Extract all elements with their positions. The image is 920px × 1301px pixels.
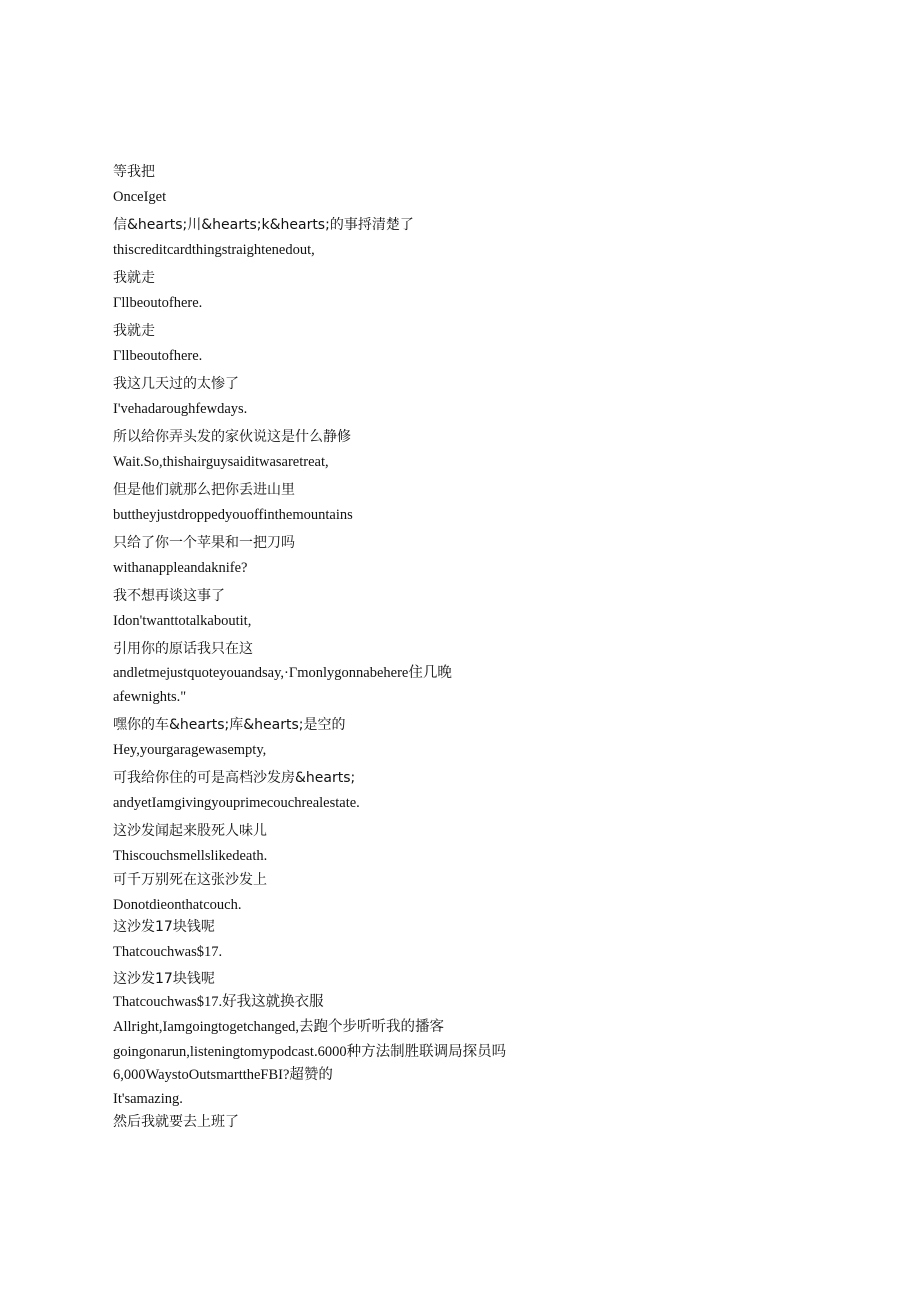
- subtitle-line: 我就走: [113, 270, 155, 286]
- subtitle-line: goingonarun,listeningtomypodcast.6000种方法制胜联调局探员吗: [113, 1044, 507, 1060]
- subtitle-line: 6,000WaystoOutsmarttheFBI?超赞的: [113, 1067, 333, 1083]
- subtitle-line: 所以给你弄头发的家伙说这是什么静修: [113, 429, 351, 445]
- subtitle-line: 我这几天过的太惨了: [113, 376, 239, 392]
- subtitle-line: 可千万别死在这张沙发上: [113, 872, 267, 888]
- subtitle-line: Wait.So,thishairguysaiditwasaretreat,: [113, 454, 329, 470]
- subtitle-line: Hey,yourgaragewasempty,: [113, 742, 267, 758]
- subtitle-line: Thatcouchwas$17.好我这就换衣服: [113, 994, 324, 1010]
- subtitle-line: 这沙发17块钱呢: [113, 919, 215, 935]
- subtitle-line: 然后我就要去上班了: [113, 1114, 239, 1130]
- subtitle-line: 可我给你住的可是高档沙发房&hearts;: [113, 770, 356, 786]
- subtitle-line: afewnights.": [113, 689, 187, 705]
- subtitle-line: 这沙发闻起来股死人味儿: [113, 823, 267, 839]
- subtitle-line: Allright,Iamgoingtogetchanged,去跑个步听听我的播客: [113, 1019, 445, 1035]
- subtitle-line: 引用你的原话我只在这: [113, 641, 253, 657]
- subtitle-line: Thatcouchwas$17.: [113, 944, 223, 960]
- subtitle-line: 这沙发17块钱呢: [113, 971, 215, 987]
- subtitle-line: 等我把: [113, 164, 155, 180]
- subtitle-line: Idon'twanttotalkaboutit,: [113, 613, 252, 629]
- subtitle-line: 信&hearts;川&hearts;k&hearts;的事捋清楚了: [113, 217, 414, 233]
- subtitle-line: 我就走: [113, 323, 155, 339]
- subtitle-line: 只给了你一个苹果和一把刀吗: [113, 535, 295, 551]
- subtitle-line: withanappleandaknife?: [113, 560, 248, 576]
- subtitle-line: I'vehadaroughfewdays.: [113, 401, 248, 417]
- subtitle-line: Γllbeoutofhere.: [113, 348, 203, 364]
- subtitle-line: andyetIamgivingyouprimecouchrealestate.: [113, 795, 360, 811]
- subtitle-line: andletmejustquoteyouandsay,·Γmonlygonnabehere住几晚: [113, 665, 452, 681]
- subtitle-line: 嘿你的车&hearts;库&hearts;是空的: [113, 717, 346, 733]
- subtitle-line: Γllbeoutofhere.: [113, 295, 203, 311]
- subtitle-line: It'samazing.: [113, 1091, 183, 1107]
- subtitle-line: thiscreditcardthingstraightenedout,: [113, 242, 315, 258]
- subtitle-line: 我不想再谈这事了: [113, 588, 225, 604]
- subtitle-line: buttheyjustdroppedyouoffinthemountains: [113, 507, 353, 523]
- subtitle-line: OnceIget: [113, 189, 167, 205]
- subtitle-line: Donotdieonthatcouch.: [113, 897, 242, 913]
- subtitle-line: 但是他们就那么把你丢进山里: [113, 482, 295, 498]
- subtitle-line: Thiscouchsmellslikedeath.: [113, 848, 268, 864]
